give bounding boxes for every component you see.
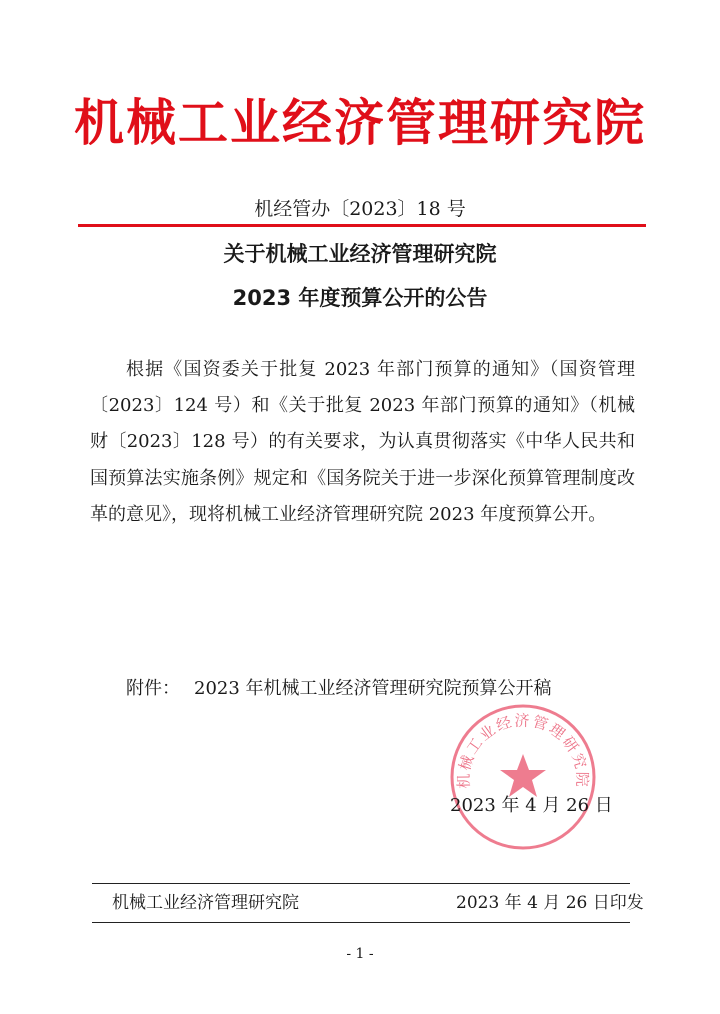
document-number: 机经管办〔2023〕18 号 <box>254 198 466 220</box>
signature-date: 2023 年 4 月 26 日 <box>450 795 613 816</box>
letterhead-title: 机械工业经济管理研究院 <box>74 93 646 152</box>
document-title-line-1: 关于机械工业经济管理研究院 <box>223 242 497 266</box>
body-paragraph: 根据《国资委关于批复 2023 年部门预算的通知》（国资管理〔2023〕124 号）和《关于批复 2023 年部门预算的通知》（机械财〔2023〕128 号）的有关要求，为认真贯彻落实《中华人民共和国预算法实施条例》规定和《国务院关于进一步深化预算管理制度改革的意见》，现将机械工业经济管理研究院 2023 年度预算公开。 <box>90 359 635 525</box>
footer-issue-date: 2023 年 4 月 26 日印发 <box>456 893 644 913</box>
page-number: - 1 - <box>346 946 374 962</box>
seal-star-icon <box>500 754 546 797</box>
red-divider <box>78 224 646 227</box>
attachment-line <box>126 676 566 702</box>
footer-organization: 机械工业经济管理研究院 <box>112 893 299 913</box>
footer-bottom-rule <box>92 922 630 923</box>
attachment-label: 附件： <box>126 678 180 699</box>
attachment-text: 2023 年机械工业经济管理研究院预算公开稿 <box>194 678 552 699</box>
footer-top-rule <box>92 883 630 884</box>
seal-text: 机械工业经济管理研究院 <box>454 711 592 789</box>
official-seal <box>448 702 598 852</box>
document-title-line-2: 2023 年度预算公开的公告 <box>232 286 488 310</box>
